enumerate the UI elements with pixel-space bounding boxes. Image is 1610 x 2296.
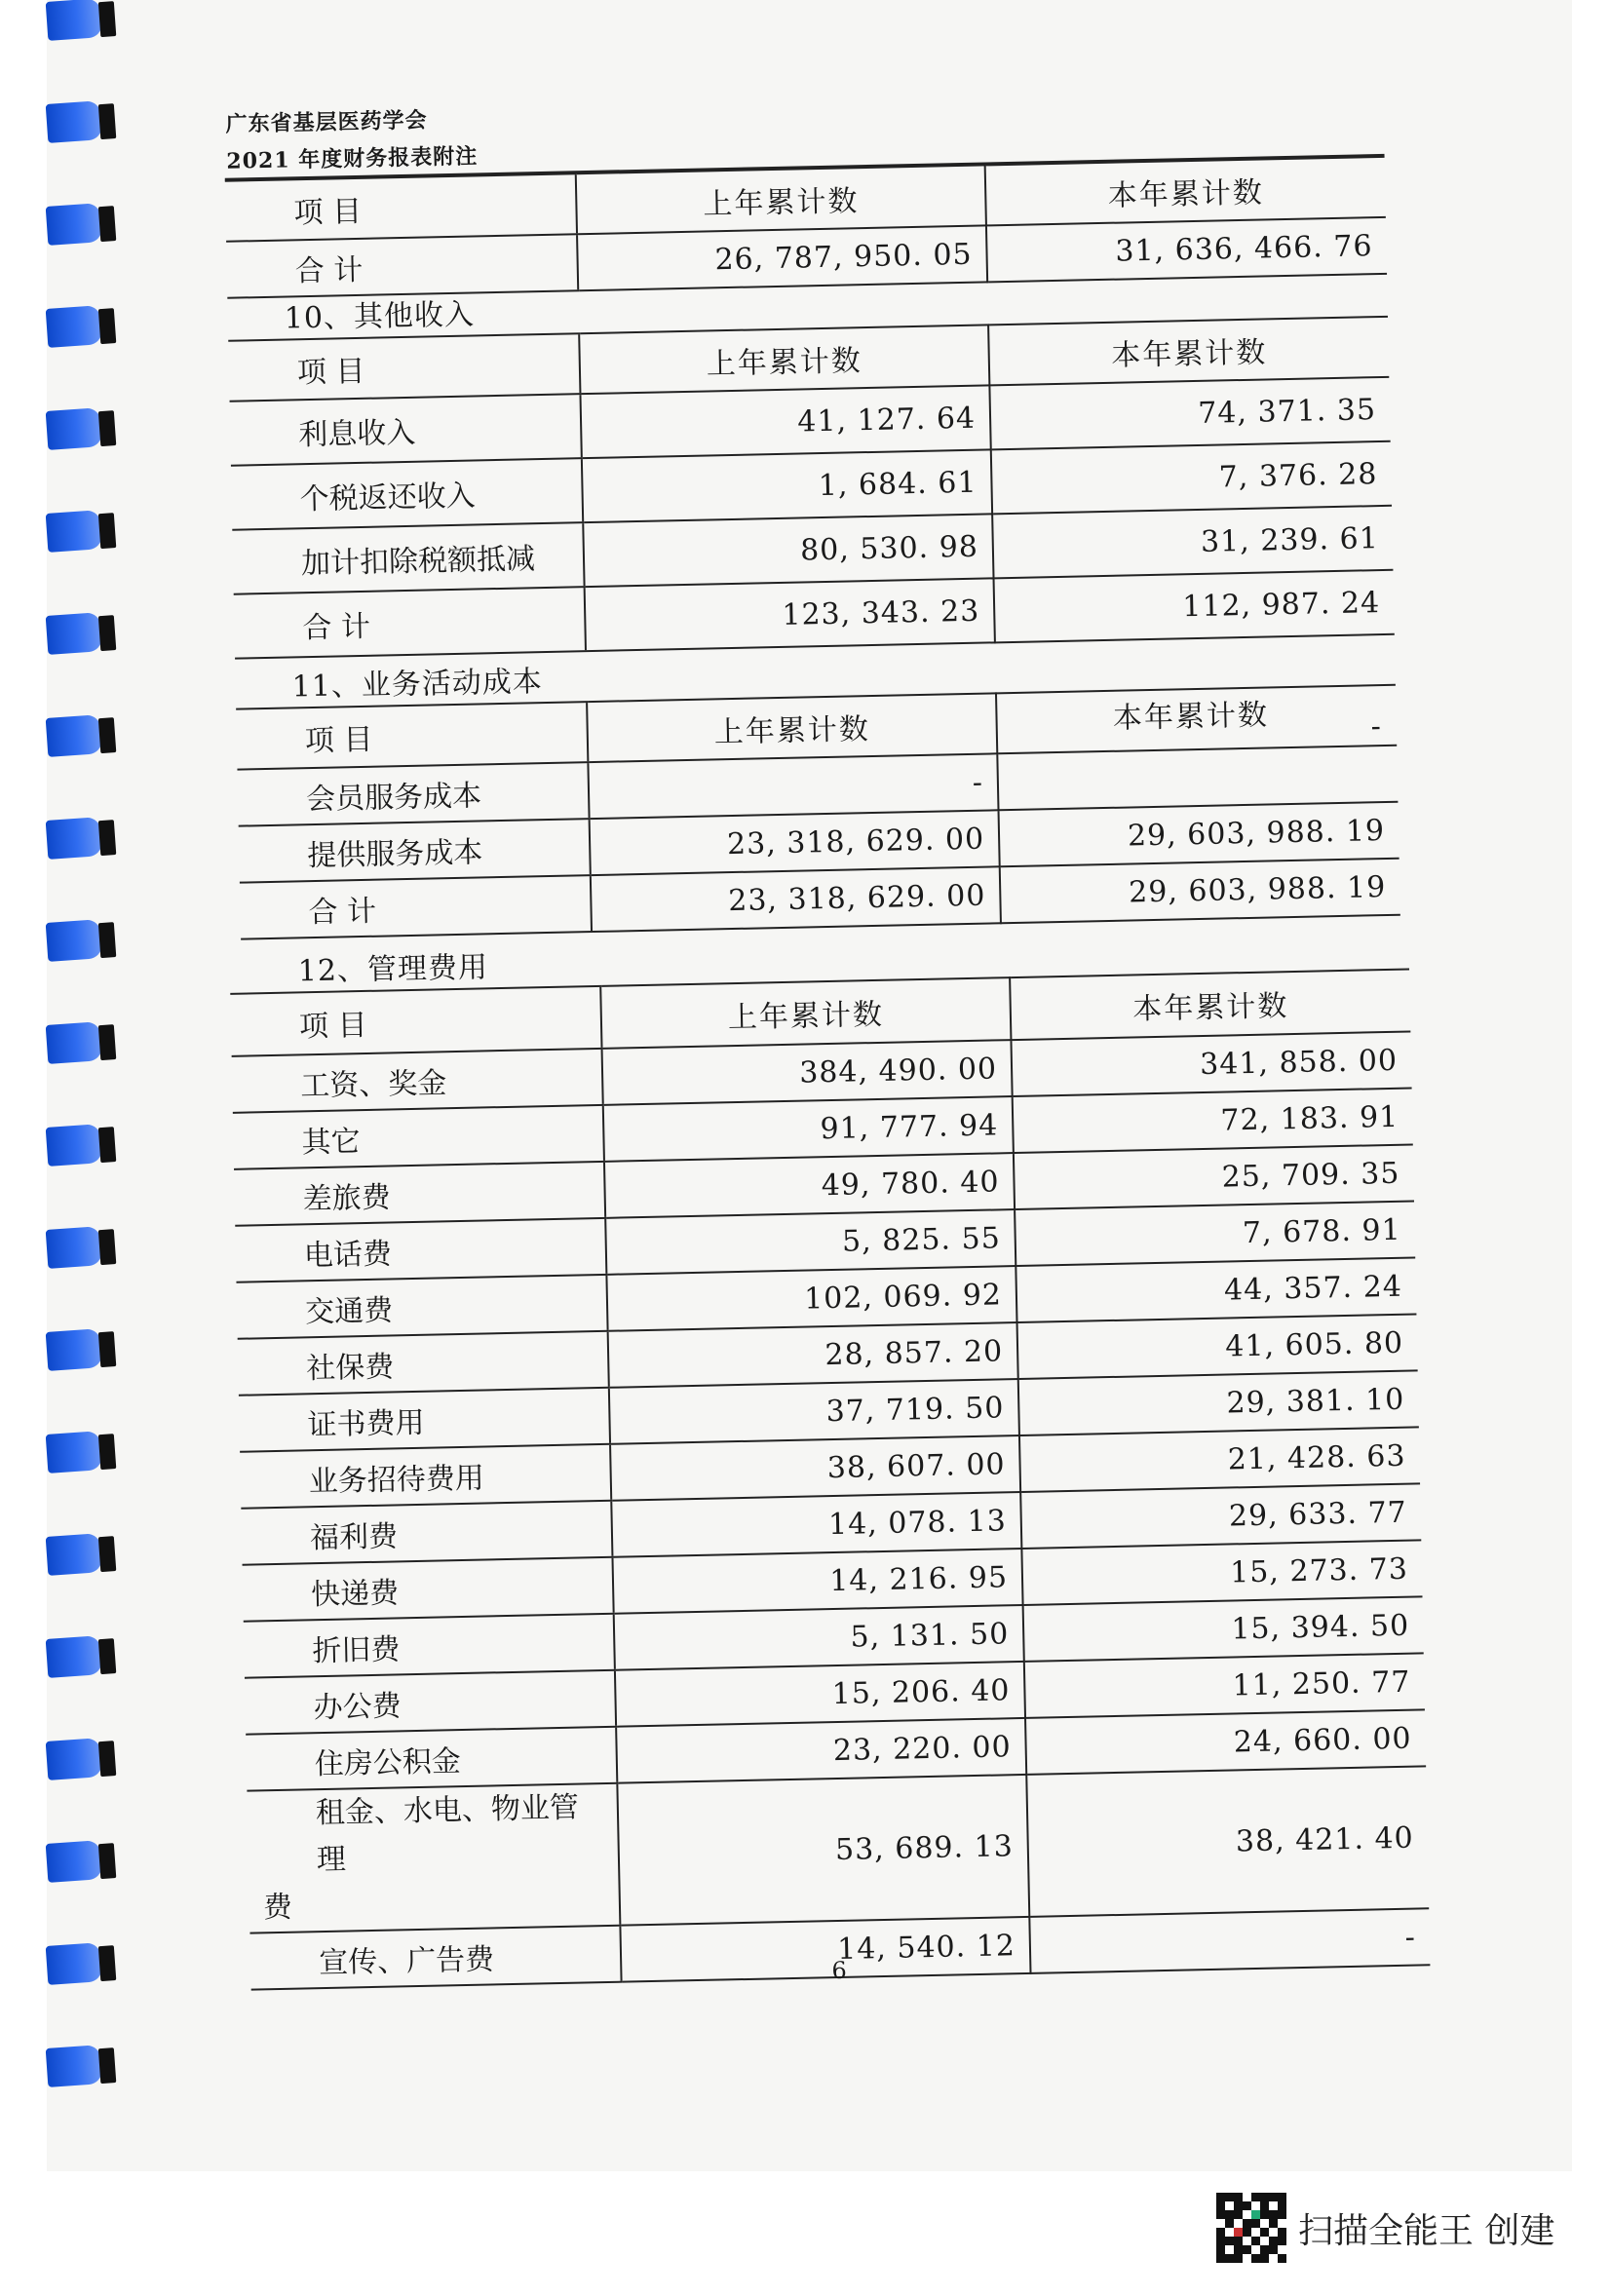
section-title-admin-expense: 12、管理费用 (297, 950, 489, 989)
row-previous: 14, 078. 13 (611, 1492, 1021, 1557)
row-label: 办公费 (245, 1670, 616, 1735)
row-current: 15, 394. 50 (1023, 1596, 1424, 1662)
row-previous: 15, 206. 40 (615, 1662, 1025, 1727)
table-row (247, 1766, 1429, 1932)
page-number: 6 (831, 1956, 847, 1985)
column-header-item: 项 目 (230, 986, 601, 1056)
row-label: 会员服务成本 (237, 762, 589, 826)
row-current: 31, 239. 61 (992, 506, 1393, 579)
row-label-line2: 费 (262, 1890, 293, 1926)
row-previous: 5, 825. 55 (605, 1209, 1016, 1275)
row-current: 41, 605. 80 (1017, 1314, 1418, 1379)
row-previous: 23, 220. 00 (616, 1718, 1026, 1783)
column-header-current: 本年累计数 (985, 157, 1386, 226)
row-label: 交通费 (236, 1275, 607, 1339)
row-label: 利息收入 (230, 394, 582, 466)
row-label: 证书费用 (239, 1388, 610, 1452)
qr-code-icon (1216, 2193, 1286, 2263)
row-previous: 28, 857. 20 (608, 1322, 1018, 1388)
row-previous: 23, 318, 629. 00 (590, 810, 1000, 875)
row-current: 38, 421. 40 (1026, 1766, 1429, 1917)
row-current: 11, 250. 77 (1024, 1653, 1425, 1718)
row-label: 住房公积金 (246, 1727, 617, 1791)
total-previous: 23, 318, 629. 00 (591, 866, 1001, 932)
row-previous: 41, 127. 64 (580, 385, 990, 458)
total-label: 合 计 (234, 587, 586, 659)
row-label: 宣传、广告费 (249, 1926, 621, 1990)
row-label: 提供服务成本 (239, 819, 591, 883)
watermark-text: 扫描全能王 创建 (1298, 2210, 1555, 2251)
row-label-line1: 租金、水电、物业管理 (315, 1790, 580, 1878)
row-previous: 102, 069. 92 (606, 1266, 1016, 1331)
column-header-previous: 上年累计数 (587, 693, 997, 762)
row-current: 29, 381. 10 (1018, 1370, 1419, 1435)
column-header-previous: 上年累计数 (576, 165, 986, 234)
row-current: 24, 660. 00 (1025, 1709, 1426, 1775)
admin-expense-table (230, 969, 1430, 1991)
organization-name: 广东省基层医药学会 (225, 107, 428, 137)
row-previous: 53, 689. 13 (617, 1775, 1029, 1926)
row-label: 业务招待费用 (240, 1444, 611, 1509)
section-title-business-cost: 11、业务活动成本 (291, 665, 544, 705)
row-label: 电话费 (235, 1218, 606, 1282)
row-previous: 5, 131. 50 (614, 1605, 1024, 1670)
row-label: 个税返还收入 (231, 458, 583, 530)
row-current: 72, 183. 91 (1013, 1088, 1413, 1153)
column-header-previous: 上年累计数 (600, 977, 1011, 1049)
total-current: 31, 636, 466. 76 (986, 217, 1387, 283)
row-current: 15, 273. 73 (1021, 1540, 1422, 1605)
row-previous: 49, 780. 40 (604, 1153, 1015, 1218)
total-label: 合 计 (240, 875, 592, 939)
column-header-current-label: 本年累计数 (1112, 697, 1270, 736)
column-header-current: 本年累计数 (1010, 970, 1410, 1041)
total-previous: 26, 787, 950. 05 (577, 225, 987, 290)
column-header-previous: 上年累计数 (579, 325, 989, 394)
row-label: 社保费 (238, 1331, 609, 1396)
row-current (997, 746, 1398, 811)
row-previous: 1, 684. 61 (582, 449, 992, 522)
row-current: 29, 633. 77 (1020, 1483, 1421, 1549)
row-current: 21, 428. 63 (1019, 1427, 1420, 1492)
total-current: 112, 987. 24 (994, 570, 1395, 643)
row-label: 工资、奖金 (232, 1049, 603, 1113)
row-label: 其它 (233, 1105, 604, 1169)
other-income-table (228, 316, 1395, 660)
row-label: 差旅费 (234, 1162, 605, 1226)
business-cost-table (236, 684, 1400, 940)
scanner-watermark (1216, 2193, 1554, 2263)
row-current: 341, 858. 00 (1011, 1032, 1411, 1097)
row-label: 折旧费 (244, 1614, 615, 1678)
row-current: - (1029, 1908, 1430, 1973)
row-previous: 80, 530. 98 (583, 514, 993, 587)
total-label: 合 计 (226, 234, 578, 298)
row-label: 加计扣除税额抵减 (232, 522, 584, 594)
header-dash: - (1370, 708, 1384, 744)
row-label (247, 1783, 620, 1933)
row-label: 福利费 (241, 1501, 612, 1565)
column-header-item: 项 目 (228, 333, 580, 402)
row-previous: 384, 490. 00 (602, 1040, 1013, 1105)
row-current: 29, 603, 988. 19 (999, 802, 1399, 867)
column-header-item: 项 目 (236, 702, 588, 770)
report-title: 2021 年度财务报表附注 (226, 143, 479, 174)
row-previous: 14, 216. 95 (612, 1549, 1022, 1614)
row-current: 7, 678. 91 (1015, 1201, 1415, 1266)
total-previous: 123, 343. 23 (585, 578, 995, 651)
row-previous: 14, 540. 12 (620, 1917, 1030, 1982)
row-previous: 38, 607. 00 (610, 1435, 1020, 1501)
column-header-item: 项 目 (225, 173, 577, 242)
row-current: 44, 357. 24 (1016, 1257, 1416, 1322)
row-current: 25, 709. 35 (1014, 1144, 1414, 1209)
column-header-current (996, 685, 1397, 754)
total-current: 29, 603, 988. 19 (1000, 859, 1400, 924)
row-current: 74, 371. 35 (989, 377, 1390, 450)
row-previous: 37, 719. 50 (609, 1379, 1019, 1444)
row-label: 快递费 (243, 1557, 614, 1622)
row-previous: - (588, 753, 998, 819)
row-current: 7, 376. 28 (991, 441, 1392, 515)
row-previous: 91, 777. 94 (603, 1096, 1014, 1162)
column-header-current: 本年累计数 (988, 317, 1389, 386)
revenue-total-table (225, 156, 1387, 299)
section-title-other-income: 10、其他收入 (284, 297, 476, 336)
